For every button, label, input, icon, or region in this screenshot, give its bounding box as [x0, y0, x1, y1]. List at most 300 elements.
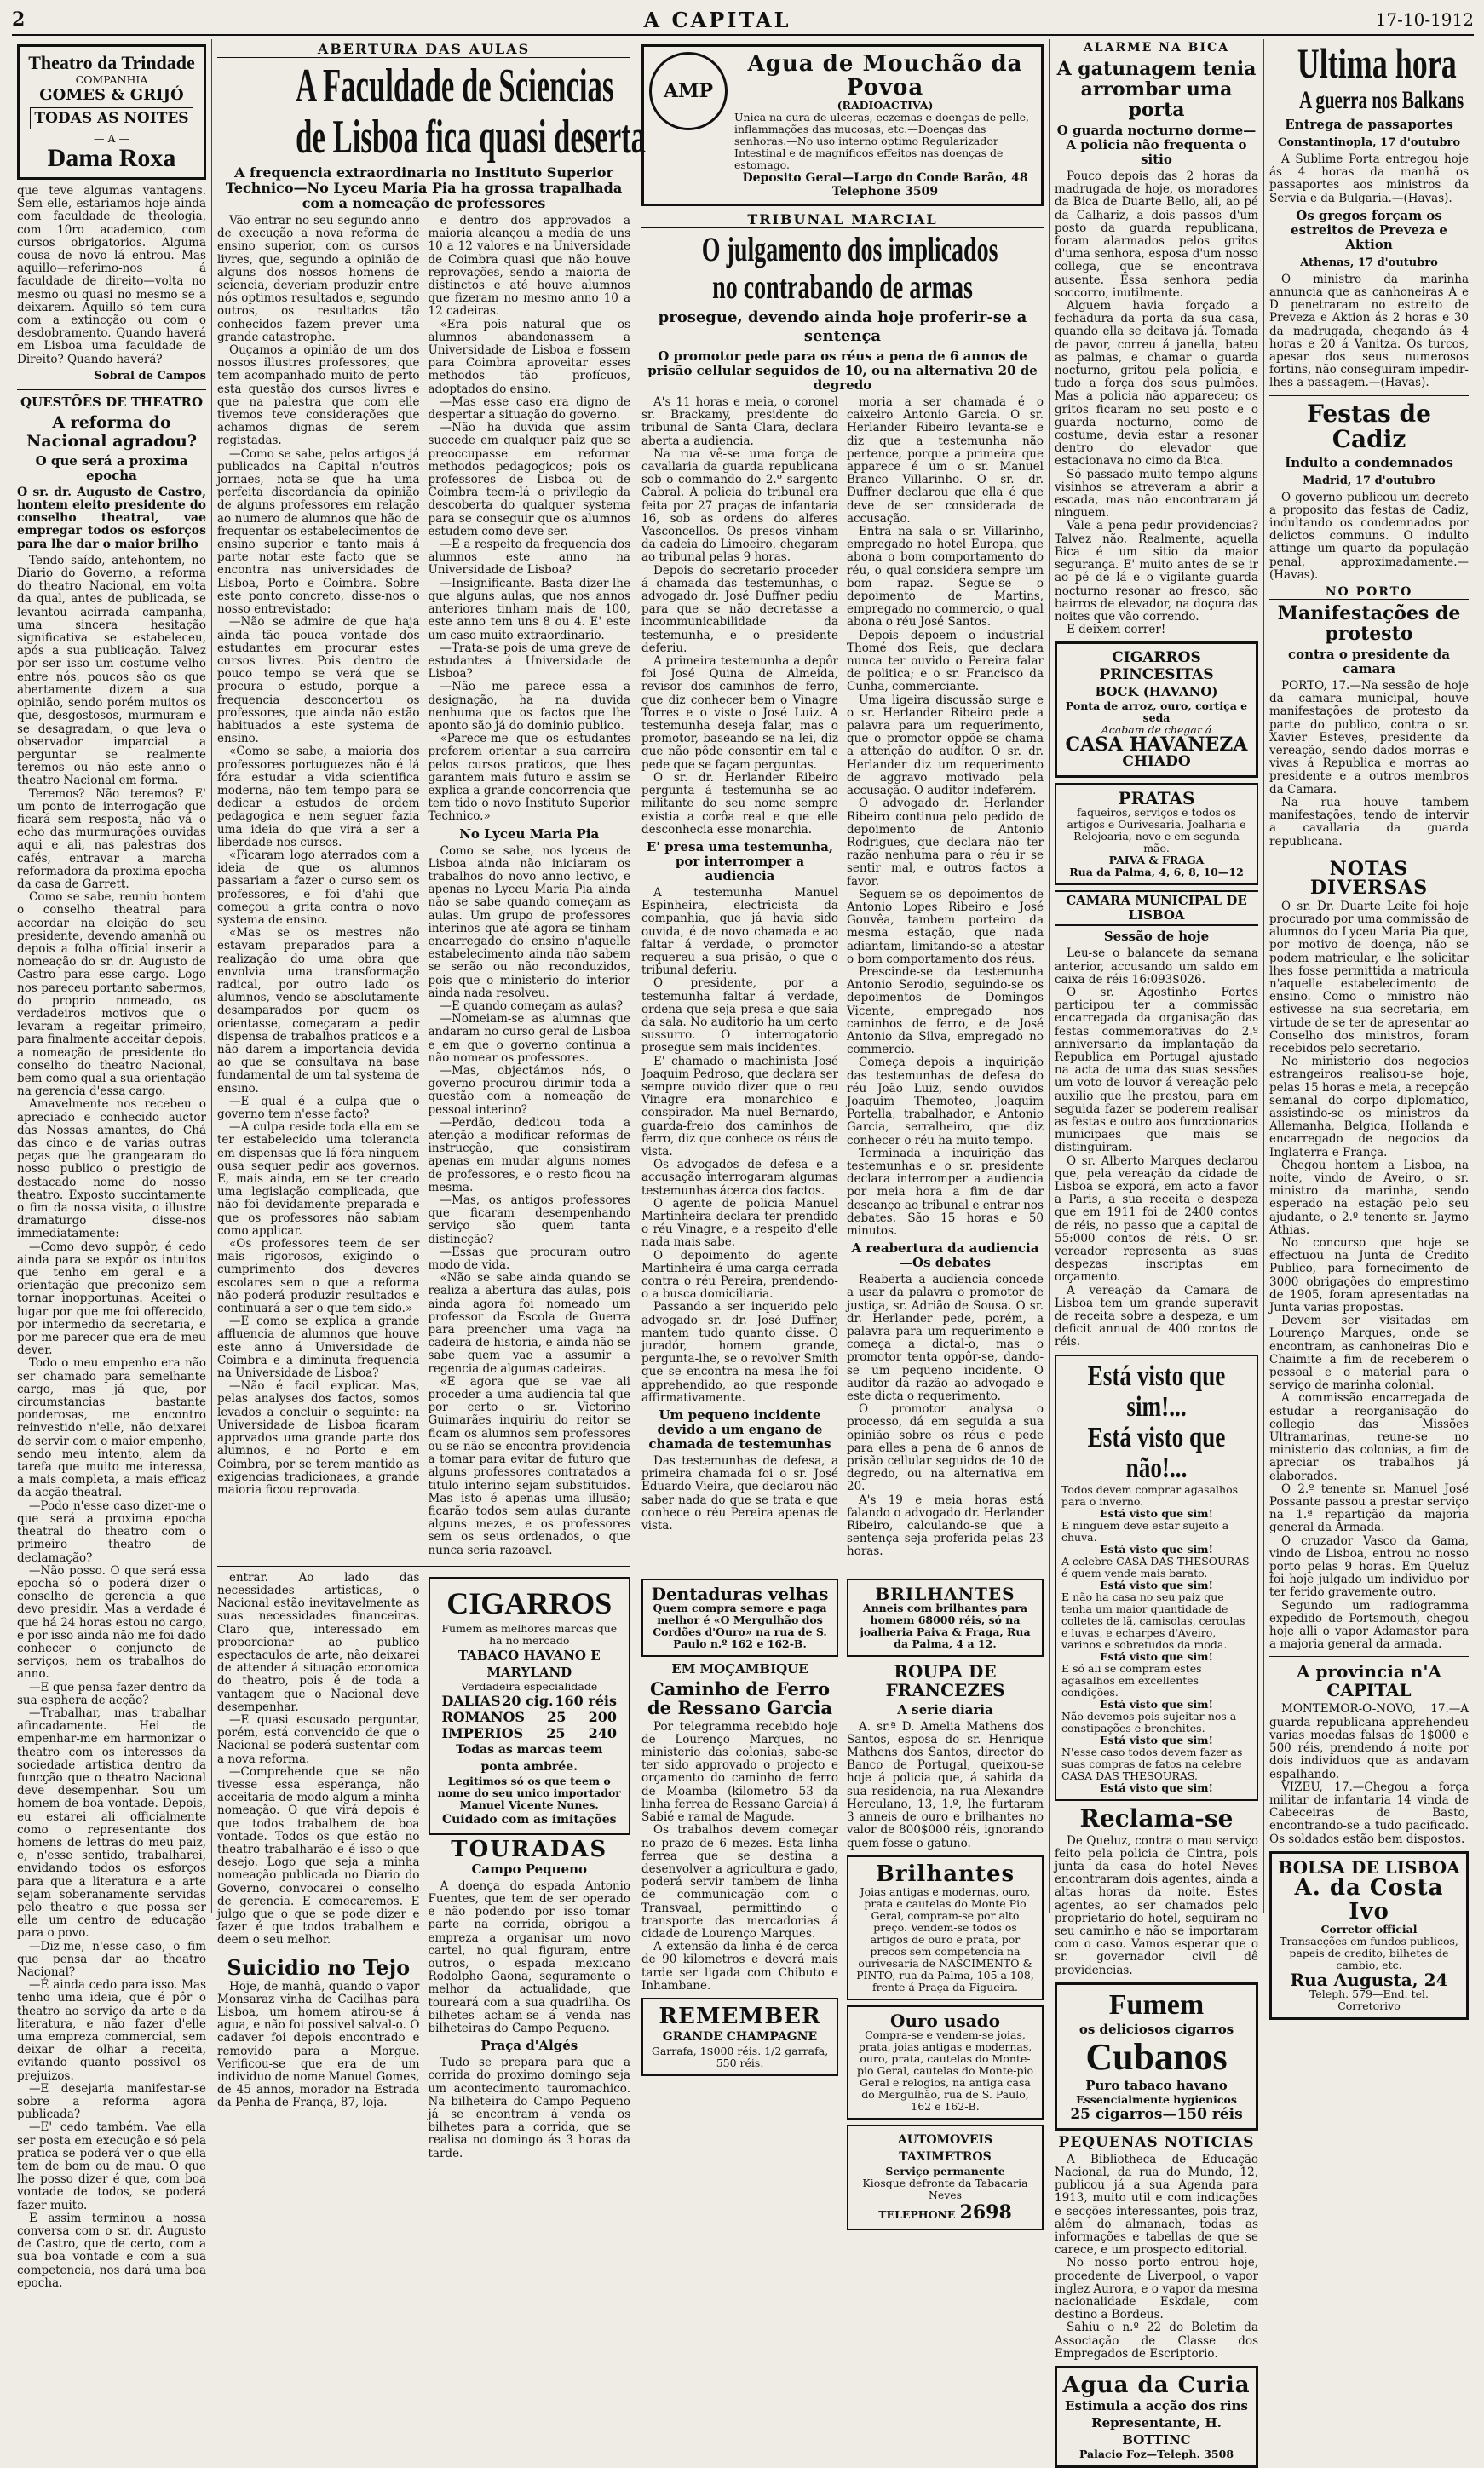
visto-ad-item: A celebre CASA DAS THESOURAS é quem vende mais barato.	[1061, 1554, 1250, 1579]
paragraph: —E a respeito da frequencia dos alumnos este anno na Universidade de Lisboa?	[428, 538, 630, 578]
paragraph: Reaberta a audiencia concede a usar da palavra o promotor de justiça, sr. Adrião de Sousa. O sr. dr. Herlander pede, porém, a palavra para um requerimento e começa a dictal-o, mas o promotor tenta oppôr-se, dando-se um pequeno incidente. O auditor dá razão ao advogado e este dicta o requerimento.	[847, 1273, 1044, 1404]
paragraph: VIZEU, 17.—Chegou a força militar de infantaria 14 vinda de Cabeceiras de Basto, encontrando-se a tudo pacificado. Os soldados estão bem dispostos.	[1269, 1780, 1469, 1846]
agua-curia-ad-addr: Palacio Foz—Teleph. 3508	[1078, 2448, 1234, 2461]
paragraph: Tendo saído, antehontem, no Diario do Governo, a reforma do theatro Nacional, em volta da qual, antes de publicada, se levantou acirrada campanha, uma sincera hesitação significativa se estabeleceu, após a sua publicação. Talvez por ser isso um costume velho entre nós, poucos são os que abertamente dizem a sua opinião, sendo porém muitos os que, desgostosos, murmuram e se desagradam, o que leva o observador imparcial a perguntar se realmente teremos ou não este anno o theatro Nacional em forma.	[17, 553, 206, 788]
paragraph: —A culpa reside toda ella em se ter estabelecido uma tolerancia em dispensas que lá fóra ninguem ousa sequer pedir aos governos. E, mais ainda, em se ter creado uma legislação complicada, que não foi devidamente preparada e que os professores não sabiam como applicar.	[217, 1120, 420, 1238]
price-value: 240	[588, 1724, 617, 1741]
visto-ad-item: Está visto que sim!	[1100, 1578, 1213, 1591]
paragraph: E assim terminou a nossa conversa com o sr. dr. Augusto de Castro, que de certo, com a sua boa vontade e com a sua competencia, nos dará uma boa epocha.	[17, 2211, 206, 2290]
notas-body	[1269, 900, 1469, 1652]
porto-sub: contra o presidente da camara	[1288, 647, 1450, 677]
paragraph: A Sublime Porta entregou hoje ás 4 horas da manhã os passaportes aos ministros da Servia e da Bulgaria.—(Havas).	[1269, 152, 1469, 205]
cadiz-body	[1269, 492, 1469, 582]
paragraph: Na rua houve tambem manifestações, tendo de intervir a cavallaria da guarda republicana.	[1269, 795, 1469, 849]
cigarros-ad-brand: TABACO HAVANO E MARYLAND	[457, 1647, 601, 1680]
paragraph: Alguem havia forçado a fechadura da porta da sua casa, quando ella se deitava já. Tomada de pavor, correu á janella, bateu as palmas, e chamar o guarda nocturno, gritou pela policia, e tudo a força dos seus pulmões. Mas a policia não appareceu; os gritos ficaram no seu posto e o guarda nocturno, como de costume, devia estar a resonar dentro do elevador que estacionava no cimo da Bica.	[1055, 299, 1258, 469]
agua-mouchao-ad	[641, 44, 1044, 206]
camara-section: CAMARA MUNICIPAL DE LISBOA	[1055, 890, 1258, 926]
paragraph: Vão entrar no seu segundo anno de execução a nova reforma de ensino superior, com os cursos livres, que, segundo a opinião de alguns dos nossos homens de sciencia, deveriam produzir entre nós optimos resultados e, segundo outros, os resultados tão conhecidos fazem prever uma grande catastrophe.	[217, 214, 420, 344]
visto-ad-item: Não devemos pois sujeitar-nos a constipações e bronchites.	[1061, 1709, 1237, 1735]
paragraph: Depois do secretario proceder á chamada das testemunhas, o advogado dr. José Duffner pediu para que se não decretasse a incommunicabilidade da testemunha, e o presidente deferiu.	[641, 563, 838, 655]
article-body-right	[847, 396, 1044, 1559]
paragraph: Começa depois a inquirição das testemunhas de defesa do réu João Luiz, sendo ouvidos Joaquim Themoteo, Joaquim Portella, trabalhador, e Antonio Garcia, serralheiro, que diz conhecer o réu ha muito tempo.	[847, 1056, 1044, 1148]
lead-article-text: que teve algumas vantagens. Sem elle, estariamos hoje ainda com faculdade de theologia, com 10ro academico, com cursos obrigatorios. Alguma cousa de novo lá entrou. Mas aquillo—referimo-nos á faculdade de direito—volta no mesmo ou quasi no mesmo se a deixarem. Aquillo só tem cura com a extincção ou com o desdobramento. Quando haverá em Lisboa uma faculdade de Direito? Quando haverá?	[17, 184, 206, 366]
paragraph: Amavelmente nos recebeu o apreciado e conhecido auctor das Nossas amantes, do Chá das cinco e de varias outras peças que lhe grangearam do nosso publico o prestigio de destacado nome do nosso theatro. Exposto succintamente o fim da nossa visita, o illustre dramaturgo disse-nos immediatamente:	[17, 1097, 206, 1241]
paragraph: —Não é facil explicar. Mas, pelas analyses dos factos, somos levados a concluir o seguinte: na Universidade de Lisboa ficaram apprvados uma grande parte dos alumnos, e no Porto e em Coimbra, por se terem mantido as exigencias tradicionaes, a grande maioria ficou reprovada.	[217, 1379, 420, 1497]
roupa-body	[847, 1721, 1044, 1850]
paragraph: «Os professores teem de ser mais rigorosos, exigindo o cumprimento dos deveres escolares sem o que a reforma não poderá produzir resultados e continuará a ser o que tem sido.»	[217, 1237, 420, 1316]
paragraph: Vale a pena pedir providencias? Talvez não. Realmente, aquella Bica é um sitio da maior segurança. E' muito antes de se ir ao pé de lá e o vigilante guarda nocturno resonar ao fresco, são bairros de elevador, na doçura das noites que vão correndo.	[1055, 519, 1258, 624]
paragraph: O depoimento do agente Martinheira é uma carga cerrada contra o réu Pereira, prendendo-o a busca domiciliaria.	[641, 1248, 838, 1302]
paragraph: A testemunha Manuel Espinheira, electricista da companhia, que já havia sido ouvida, é de novo chamada e ao faltar á verdade, o promotor requereu a sua prisão, o que o tribunal deferiu.	[641, 885, 838, 978]
porto-kicker: NO PORTO	[1269, 585, 1469, 600]
balkans-headline: A guerra nos Balkans	[1299, 86, 1464, 114]
bolsa-ad-role: Corretor official	[1320, 1922, 1418, 1936]
princesitas-ad-place: CHIADO	[1122, 753, 1191, 771]
paragraph: E' chamado o machinista José Joaquim Pedroso, que declara ser sempre ouvido dizer que o reu Vinagre era monarchico e conspirador. Ma nuel Bernardo, guarda-freio dos caminhos de ferro, diz que conhece os réus de vista.	[641, 1054, 838, 1159]
notas-headline: NOTAS DIVERSAS	[1309, 857, 1429, 899]
lower-section	[217, 1572, 630, 2164]
paragraph: —Mas esse caso era digno de despertar a situação do governo.	[428, 394, 630, 423]
paragraph: Só passado muito tempo alguns visinhos se atreveram a abrir a escada, mas não encontraram já ninguem.	[1055, 467, 1258, 521]
paragraph: —Nomeiam-se as alumnas que andaram no curso geral de Lisboa e em que o governo continua a não nomear os professores.	[428, 1012, 630, 1065]
passports-body	[1269, 153, 1469, 205]
article-body	[1055, 170, 1258, 636]
paragraph: —Não se admire de que haja ainda tão pouca vontade dos estudantes em procurar estes cursos livres. Pois dentro de pouco tempo se verá que se procura o estudo, porque a frequencia desconcertou os professores, que ainda não estão habituados a este systema de ensino.	[217, 615, 420, 746]
page-number: 2	[12, 9, 26, 31]
bolsa-ad-name: A. da Costa Ivo	[1294, 1874, 1444, 1924]
paragraph: A extensão da linha é de cerca de 90 kilometros e deverá mais tarde ser ligada com Chibuto e Inhambane.	[641, 1940, 838, 1993]
bolsa-ad-tel: Teleph. 579—End. tel. Corretorivo	[1309, 1987, 1429, 2012]
visto-ad-item: Está visto que sim!	[1100, 1733, 1213, 1746]
remember-ad-sub: GRANDE CHAMPAGNE	[662, 2029, 818, 2044]
roupa-headline: ROUPA DE FRANCEZES	[885, 1660, 1005, 1700]
camara-sub: Sessão de hoje	[1103, 929, 1210, 945]
remember-ad	[641, 1998, 838, 2076]
visto-ad-item: Está visto que sim!	[1100, 1542, 1213, 1556]
paragraph: Entra na sala o sr. Villarinho, empregado no hotel Europa, que abona o bom comportamento do réu, o qual considera sempre um bom rapaz. Segue-se o depoimento de Martins, empregado no commercio, o qual abona o réu José Santos.	[847, 525, 1044, 630]
cubanos-ad-brand: Cubanos	[1085, 2035, 1228, 2078]
pequenas-noticias-headline: PEQUENAS NOTICIAS	[1058, 2133, 1255, 2151]
kicker: TRIBUNAL MARCIAL	[641, 211, 1044, 228]
lower-right	[847, 1573, 1044, 2235]
brilhantes-2-ad	[847, 1855, 1044, 2000]
mozambique-body	[641, 1721, 838, 1993]
paragraph: —Diz-me, n'esse caso, o fim que pensa dar ao theatro Nacional?	[17, 1939, 206, 1979]
paragraph: —E' cedo também. Vae ella ser posta em execução e só pela pratica se poderá ver o que ella tem de bom ou de mau. O que lhe posso dizer é que, com boa vontade de todos, se poderá fazer muito.	[17, 2120, 206, 2212]
article-body	[17, 555, 206, 2290]
paragraph: —É ainda cedo para isso. Mas tenho uma ideia, que é pôr o theatro ao serviço da arte e da literatura, e não fazer d'elle uma empreza commercial, sem deixar de olhar a receita, evitando quanto possivel os prejuizos.	[17, 1978, 206, 2083]
paragraph: Sahiu o n.º 22 do Boletim da Associação de Classe dos Empregados de Escriptorio.	[1055, 2321, 1258, 2361]
issue-date: 17-10-1912	[1375, 9, 1474, 30]
paragraph: O sr. Agostinho Fortes participou ter a commissão encarregada da organisação das festas commemorativas do 2.º anniversario da implantação da Republica em Portugal ajustado na acta de uma das suas sessões um voto de louvor á vereação pelo auxilio que lhe prestou, para em seguida fazer se poderem realisar as festas e outro aos funccionarios municipaes que mais se distinguiram.	[1055, 985, 1258, 1155]
theatre-ad	[17, 44, 206, 180]
touradas-body-2	[429, 2057, 631, 2160]
masthead	[12, 5, 1474, 36]
pratas-ad-body: faqueiros, serviços e todos os artigos e Ourivesaria, Joalharia e Relojoaria, novo e em segunda mão.	[1067, 806, 1246, 855]
dentaduras-ad-title: Dentaduras velhas	[651, 1583, 829, 1604]
deck-2: O promotor pede para os réus a pena de 6 annos de prisão cellular seguidos de 10, ou na alternativa 20 de degredo	[647, 348, 1038, 393]
paragraph: —Trabalhar, mas trabalhar afincadamente. Hei de empenhar-me em harmonizar o theatro com os interesses da sociedade artistica dentro da funcção que o theatro Nacional deve desempenhar. Sou um homem de boa vontade. Depois, eu estarei ali officialmente como o representante dos homens de lettras do meu paiz, e, n'esse sentido, trabalharei, envidando todos os esforços para que a literatura e a arte sejam soberanamente servidas pelo theatro e que possa ser elle um centro de educação para o povo.	[17, 1706, 206, 1941]
paragraph: «Não se sabe ainda quando se realiza a abertura das aulas, pois ainda agora foi nomeado um professor da Escola de Guerra para preencher uma vaga na cadeira de historia, e ainda não se sabe quem vae a assumir a regencia de algumas cadeiras.	[428, 1271, 630, 1376]
paragraph: PORTO, 17.—Na sessão de hoje da camara municipal, houve manifestações de protesto da parte do publico, contra o sr. Xavier Esteves, presidente da vereação, sendo dados morras e vivas á Republica e morras ao presidente e a outros membros da Camara.	[1269, 679, 1469, 797]
cubanos-ad-title: Fumem	[1108, 1988, 1205, 2021]
paragraph: —Não ha duvida que assim succede em qualquer paiz que se preoccupasse em reformar methodos pedagogicos; pois os professores de Lisboa ou de Coimbra teem-lá o privilegio da descoberta do qualquer systema para se conseguir que os alumnos estudem como deve ser.	[428, 421, 630, 538]
paragraph: Leu-se o balancete da semana anterior, accusando um saldo em caixa de réis 16:093$026.	[1055, 946, 1258, 987]
dentaduras-ad-body: Quem compra semore e paga melhor é «O Mergulhão dos Cordões d'Ouro» na rua de S. Paulo n.º 162 e 162-B.	[653, 1601, 827, 1650]
divider	[17, 388, 206, 390]
price-name: DALIAS	[441, 1692, 501, 1709]
paragraph: —E quando começam as aulas?	[440, 998, 624, 1013]
paragraph: Os trabalhos devem começar no prazo de 6 mezes. Esta linha ferrea que se destina a desenvolver a agricultura e gado, poderá servir tambem de linha de communicação com o Transvaal, permittindo o transporte das mercadorias á cidade de Lourenço Marques.	[641, 1823, 838, 1941]
agua-ad-content	[734, 52, 1036, 198]
column-1	[12, 39, 212, 2290]
visto-ad-item: Está visto que sim!	[1100, 1697, 1213, 1711]
article-body-right	[429, 215, 631, 1557]
provincia-body	[1269, 1703, 1469, 1845]
paragraph: Hoje, de manhã, quando o vapor Monsaraz vinha de Cacilhas para Lisboa, um homem atirou-se á agua, e não foi possivel salval-o. O cadaver foi depois encontrado e removido para a Morgue. Verificou-se que era de um individuo de nome Manuel Gomes, de 45 annos, morador na Estrada da Penha de França, 87, loja.	[217, 1979, 420, 2110]
paragraph: A's 11 horas e meia, o coronel sr. Brackamy, presidente do tribunal de Santa Clara, declara aberta a audiencia.	[641, 395, 838, 448]
paragraph: O promotor analysa o processo, dá em seguida a sua opinião sobre os réus e pede para elles a pena de 6 annos de prisão cellular seguidos de 10 de degredo, ou na alternativa em 20.	[847, 1402, 1044, 1494]
paragraph: «Mas se os mestres não estavam preparados para a realização do uma obra que envolvia uma transformação radical, por outro lado os alumnos, vendo-se absolutamente desamparados por quem os orientasse, começaram a pedir dispensa de trabalhos praticos e a não darem a importancia devida ao que se consultava na base fundamental de um tal systema de ensino.	[217, 926, 420, 1096]
deck: O guarda nocturno dorme—A policia não frequenta o sitio	[1056, 123, 1257, 167]
paragraph: Passando a ser inquerido pelo advogado sr. dr. José Duffner, mantem tudo quanto disse. O juradór, homem grande, pergunta-lhe, se o revolver Smith que se encontra na mesa lhe foi apprehendido, ao que responde affirmativamente.	[641, 1300, 838, 1405]
theatre-ad-play: Dama Roxa	[47, 144, 176, 172]
paragraph: Na rua vê-se uma força de cavallaria da guarda republicana sob o commando do 2.º sargento Cabral. A policia do tribunal era feita por 27 praças de infantaria 16, sob as ordens do alferes Vasconcellos. Os presos vinham da cadeia do Limoeiro, chegaram ao tribunal pelas 9 horas.	[641, 446, 838, 565]
price-value: 160 réis	[555, 1692, 617, 1709]
touradas-headline: TOURADAS	[451, 1836, 608, 1862]
automoveis-ad-sub: Serviço permanente	[885, 2164, 1005, 2177]
visto-ad-item: Todos devem comprar agasalhos para o inverno.	[1061, 1482, 1239, 1508]
dateline: Athenas, 17 d'outubro	[1300, 256, 1438, 269]
greeks-body	[1269, 273, 1469, 390]
columns	[12, 39, 1474, 2461]
brilhantes-2-ad-body: Joias antigas e modernas, ouro, prata e cautelas do Monte Pio Geral, compram-se por alto preço. Vendem-se todos os artigos de ouro e prata, por precos sem competencia na ourivesaria de NASCIMENTO & PINTO, rua da Palma, 105 a 108, frente á Praça da Figueira.	[856, 1884, 1034, 1993]
paragraph: entrar. Ao lado das necessidades artisticas, o Nacional estão inevitavelmente as suas necessidades financeiras. Claro que, interessado em proporcionar ao publico espectaculos de arte, não deixarei de attender á situação economica do theatro, pois é de toda a vantagem que o Nacional deve desempenhar.	[217, 1570, 420, 1714]
paragraph: Como se sabe, nos lyceus de Lisboa ainda não iniciaram os trabalhos do novo anno lectivo, e apenas no Lyceu Maria Pia ainda não se sabe quando começam as aulas. Um grupo de professores interinos que até agora se tinham encarregado do ensino n'aquelle estabelecimento ainda não sabem se serão ou não reconduzidos, pois que o ministerio do interior ainda nada resolveu.	[428, 843, 630, 1000]
princesitas-ad-title: CIGARROS PRINCESITAS	[1099, 649, 1214, 684]
deck: A frequencia extraordinaria no Instituto Superior Technico—No Lyceu Maria Pia ha grossa trapalhada com a nomeação de professores	[225, 164, 623, 211]
reclama-body	[1055, 1835, 1258, 1977]
agua-curia-ad	[1055, 2366, 1258, 2468]
subhead-arrest: E' presa uma testemunha, por interromper a audiencia	[646, 838, 834, 883]
cigarros-ad-title: CIGARROS	[446, 1585, 613, 1620]
cadiz-sub: Indulto a condemnados	[1285, 454, 1453, 470]
subhead: O que será a proxima epocha	[35, 452, 188, 483]
visto-ad-line-1: Está visto que sim!...	[1087, 1360, 1226, 1423]
ouro-ad-title: Ouro usado	[890, 2010, 1000, 2031]
headline: A gatunagem tenia arrombar uma porta	[1056, 58, 1257, 121]
cigarros-ad-legit: Legitimos só os que teem o nome do seu unico importador Manuel Vicente Nunes.	[437, 1774, 621, 1811]
lower-right	[429, 1572, 631, 2164]
touradas-place: Praça d'Algés	[480, 2038, 578, 2054]
paragraph: —E que pensa fazer dentro da sua esphera de acção?	[17, 1680, 206, 1707]
passports-sub: Entrega de passaportes	[1285, 117, 1453, 132]
cubanos-ad-note-2: Essencialmente hygienicos	[1076, 2092, 1237, 2106]
roupa-sub: A serie diaria	[897, 1701, 993, 1717]
pratas-ad	[1055, 783, 1258, 885]
cubanos-ad-note: Puro tabaco havano	[1085, 2077, 1228, 2093]
reclama-headline: Reclama-se	[1079, 1804, 1234, 1832]
paragraph: Seguem-se os depoimentos de Antonio Lopes Ribeiro e José Gouvêa, tambem porteiro da mesma estação, que nada adiantam, limitando-se a atestar o bom comportamento dos réus.	[847, 887, 1044, 966]
paragraph: O advogado dr. Herlander Ribeiro continua pelo pedido de depoimento de Antonio Rodrigues, que declara não ter razão nenhuma para o réu ir se sentir mal, e outros factos a favor.	[847, 797, 1044, 889]
paragraph: Por telegramma recebido hoje de Lourenço Marques, no ministerio das colonias, sabe-se ter sido approvado o projecto e orçamento do caminho de ferro de Moamba (kilometro 53 da linha ferrea de Ressano Garcia) á Sabié e ramal de Magude.	[641, 1719, 838, 1825]
subhead-debates: A reabertura da audiencia—Os debates	[851, 1240, 1039, 1271]
cigarros-ad	[429, 1577, 631, 1835]
visto-ad-item: E só ali se compram estes agasalhos em excellentes condições.	[1061, 1661, 1202, 1699]
agua-ad-title: Agua de Mouchão da Povoa	[747, 51, 1023, 101]
price-row	[435, 1693, 624, 1709]
cubanos-ad	[1055, 1982, 1258, 2131]
paragraph: Terminada a inquirição das testemunhas e o sr. presidente declara interromper a audiencia por meia hora a fim de dar descanço ao tribunal e entrar nos debates. São 15 horas e 50 minutos.	[847, 1146, 1044, 1238]
article-body-left	[217, 215, 420, 1557]
lower-left	[217, 1572, 420, 2164]
ultima-hora-headline: Ultima hora	[1297, 39, 1457, 87]
automoveis-ad-phone-line	[854, 2201, 1037, 2224]
lower-ads	[641, 1573, 1044, 2235]
automoveis-ad-phone-label: TELEPHONE	[878, 2207, 956, 2221]
paragraph: A commissão encarregada de estudar a reorganisação do collegio das Missões Ultramarinas, reune-se no ministerio das colonias, a fim de apreciar os trabalhos já elaborados.	[1269, 1391, 1469, 1483]
price-qty: 20 cig.	[502, 1692, 554, 1709]
automoveis-ad-title: AUTOMOVEIS TAXIMETROS	[897, 2132, 993, 2164]
article-continuation	[217, 1572, 420, 1947]
paragraph: —Não me parece essa a designação, ha na duvida nenhuma que os factos que lhe aponto são já do dominio publico.	[428, 680, 630, 733]
theatre-ad-company: GOMES & GRIJÓ	[39, 86, 184, 104]
casa-thesouras-ad	[1055, 1355, 1258, 1801]
newspaper-page	[12, 5, 1474, 2461]
column-3	[636, 39, 1050, 2224]
subhead-incident: Um pequeno incidente devido a um engano de chamada de testemunhas	[648, 1407, 831, 1453]
touradas-body	[429, 1880, 631, 2035]
paragraph: O sr. Dr. Duarte Leite foi hoje procurado por uma commissão de alumnos do Lyceu Maria Pia que, por motivo de doença, não se podem matricular, e lhe solicitar lhes fosse permittida a matricula n'aquelle estabelecimento de ensino. Como o ministro não estivesse na sua secretaria, em virtude de se ter de apresentar ao Conselho dos ministros, foram recebidos pelo secretario.	[1269, 899, 1469, 1056]
paragraph: O cruzador Vasco da Gama, vindo de Lisboa, entrou no nosso porto pelas 9 horas. Em Queluz foi hoje julgado um individuo por ter ferido gravemente outro.	[1269, 1533, 1469, 1600]
paragraph: —Perdão, dedicou toda a atenção a modificar reformas de instrucção, que consistiram apenas em mudar alguns nomes de professores, e o resto ficou na mesma.	[428, 1115, 630, 1194]
paragraph: O sr. Alberto Marques declarou que, pela vereação da cidade de Lisboa se exporá, em acto a favor a Paris, a sua receita e despeza que em 1911 foi de 2400 contos de réis, no passo que a capital de 55:000 contos de réis. O sr. vereador representa as suas despezas inscriptas em orçamento.	[1055, 1153, 1258, 1285]
headline-line-1: A Faculdade de Sciencias	[296, 60, 614, 112]
paragraph: O presidente, por a testemunha faltar á verdade, ordena que seja presa e que saia da sala. No auditorio ha um certo sussurro. O interrogatorio prosegue sem mais incidentes.	[641, 976, 838, 1056]
price-row	[435, 1725, 624, 1741]
paragraph: —Como devo suppôr, é cedo ainda para se expôr os intuitos que tenho em geral e a orientação que preconizo sem tornar inopportunas. Aceitei o lugar por que me foi offerecido, por intermedio da secretaria, e por me parecer que era de meu dever.	[17, 1240, 206, 1358]
section-label: QUESTÕES DE THEATRO	[20, 394, 204, 410]
paragraph: Segundo um radiogramma expedido de Portsmouth, chegou hoje alli o vapor Adamastor para a majoria general da armada.	[1269, 1598, 1469, 1652]
subhead-lyceu: No Lyceu Maria Pia	[459, 826, 600, 842]
pequenas-noticias-body	[1055, 2154, 1258, 2361]
cigarros-ad-sub2: Verdadeira especialidade	[461, 1679, 598, 1693]
paragraph: —E qual é a culpa que o governo tem n'esse facto?	[217, 1094, 420, 1122]
visto-ad-item: E ninguem deve estar sujeito a chuva.	[1061, 1518, 1229, 1544]
suicide-headline: Suicidio no Tejo	[227, 1954, 411, 1980]
paragraph: —Mas, os antigos professores que ficaram desempenhando serviço são quem tanta distincção?	[428, 1194, 630, 1246]
visto-ad-line-2: Está visto que não!...	[1087, 1421, 1226, 1484]
camara-body	[1055, 947, 1258, 1349]
theatre-ad-a: — A —	[94, 132, 129, 145]
divider	[217, 1566, 630, 1567]
paragraph: O 2.º tenente sr. Manuel José Possante passou a prestar serviço na 1.ª repartição da majoria general da Armada.	[1269, 1481, 1469, 1535]
paragraph: —E como se explica a grande affluencia de alumnos que houve este anno á Universidade de Coimbra e a diminuta frequencia na Universidade de Lisboa?	[217, 1315, 420, 1381]
pratas-ad-addr: Rua da Palma, 4, 6, 8, 10—12	[1069, 866, 1244, 879]
paragraph: No concurso que hoje se effectuou na Junta de Credito Publico, para fornecimento de 3000 obrigações do emprestimo de 1905, foram apresentadas na Junta varias propostas.	[1269, 1235, 1469, 1315]
seal-icon: AMP	[649, 52, 728, 130]
remember-ad-body: Garrafa, 1$000 réis. 1/2 garrafa, 550 réis.	[651, 2044, 829, 2069]
article-columns	[641, 396, 1044, 1562]
paragraph: Pouco depois das 2 horas da madrugada de hoje, os moradores da Bica de Duarte Bello, ali, ao pé da Calhariz, a dois passos d'um posto da guarda republicana, foram alarmados pelos gritos d'uma senhora, esposa d'um nosso collega, que se encontrava ausente. Essa senhora pedia soccorro, inutilmente.	[1055, 170, 1258, 300]
paragraph: Tudo se prepara para que a corrida do proximo domingo seja um acontecimento tauromachico. Na bilheteira do Campo Pequeno já se encontram á venda os bilhetes para a corrida, que se realisa no domingo ás 3 horas da tarde.	[428, 2056, 630, 2160]
remember-ad-title: REMEMBER	[659, 2003, 821, 2029]
brilhantes-ad-body: Anneis com brilhantes para homem 68000 réis, só na joalheria Paiva & Fraga, Rua da Palma, 4 a 12.	[860, 1601, 1031, 1650]
deck: prosegue, devendo ainda hoje proferir-se a sentença	[658, 308, 1027, 345]
visto-ad-item: Está visto que sim!	[1100, 1781, 1213, 1794]
agua-ad-body: Unica na cura de ulceras, eczemas e doenças de pelle, inflammações das mucosas, etc.—Doenças das senhoras.—No uso interno optimo Regularizador Intestinal e de magnificos effeitos nas doenças de estomago.	[734, 111, 1029, 171]
agua-ad-depot: Deposito Geral—Largo do Conde Barão, 48	[742, 171, 1028, 185]
paragraph: De Queluz, contra o mau serviço feito pela policia de Cintra, pois junta da casa do hotel Neves encontraram dois agentes, ainda a altas horas da noite. Estes agentes, ao ser chamados pelo proprietario do hotel, seguiram no seu caminho e não se importaram com o caso. Vamos esperar que o sr. governador civil dê providencias.	[1055, 1833, 1258, 1977]
theatre-ad-nightly: TODAS AS NOITES	[30, 107, 193, 129]
porto-headline: Manifestações de protesto	[1277, 602, 1461, 646]
paragraph: MONTEMOR-O-NOVO, 17.—A guarda republicana apprehendeu varias moedas falsas de 1$000 e 500 réis, prendendo á noite por dois individuos que as andavam espalhando.	[1269, 1702, 1469, 1781]
paragraph: A. sr.ª D. Amelia Mathens dos Santos, esposa do sr. Henrique Mathens dos Santos, director do Banco de Portugal, queixou-se hoje á policia que, á sahida da sua residencia, na rua Alexandre Herculano, 13, 1.º, lhe furtaram 3 anneis de ouro e brilhantes no valor de 800$000 réis, ignorando quem fosse o gatuno.	[847, 1719, 1044, 1850]
bolsa-ad	[1269, 1851, 1469, 2020]
provincia-headline: A provincia n'A CAPITAL	[1297, 1661, 1441, 1701]
cigarros-ad-sub: Fumem as melhores marcas que ha no mercado	[441, 1621, 618, 1647]
touradas-sub: Campo Pequeno	[471, 1861, 587, 1877]
paragraph: A doença do espada Antonio Fuentes, que tem de ser operado e não podendo por isso tomar parte na corrida, obrigou a empreza a organisar um novo cartel, no qual figuram, entre outros, o espada mexicano Rodolpho Gaona, seguramente o melhor da actualidade, que toureará com a sua quadrilha. Os bilhetes acham-se á venda nas bilheteiras do Campo Pequeno.	[428, 1878, 630, 2035]
paragraph: A primeira testemunha a depôr foi José Quina de Almeida, revisor dos caminhos de ferro, que diz conhecer bem o Vinagre Torres e o viste o José Luiz. A testemunha deseja falar, mas o promotor, baseando-se na lei, diz que não pôde consentir em tal e pede que se façam perguntas.	[641, 654, 838, 772]
theatre-ad-company-label: COMPANHIA	[75, 73, 148, 86]
visto-ad-item: Está visto que sim!	[1100, 1649, 1213, 1663]
paragraph: Chegou hontem a Lisboa, na noite, vindo de Aveiro, o sr. ministro da marinha, sendo esperado na estação pelo seu ajudante, o 2.º tenente sr. Jaymo Athias.	[1269, 1158, 1469, 1237]
article-body-left	[641, 396, 838, 1559]
price-value: 200	[588, 1708, 617, 1725]
deck: O sr. dr. Augusto de Castro, hontem eleito presidente do conselho theatral, vae empregar todos os esforços para lhe dar o maior brilho	[17, 485, 206, 551]
princesitas-ad-shop: CASA HAVANEZA	[1065, 733, 1248, 757]
cadiz-headline: Festas de Cadiz	[1307, 399, 1431, 453]
lead-article-signature: Sobral de Campos	[94, 369, 206, 383]
paragraph: O agente de policia Manuel Martinheira declara ter prendido o réu Vinagre, e a respeito d'elle nada mais sabe.	[641, 1196, 838, 1250]
paragraph: —Não posso. O que será essa epocha só o poderá dizer o conselho de gerencia a que devo presidir. Mas a verdade é que há 24 horas estou no cargo, e por isso ainda não me foi dado conhecer o conjuncto de serviços, nem os trabalhos do anno.	[17, 1563, 206, 1682]
dateline: Madrid, 17 d'outubro	[1303, 474, 1435, 487]
paragraph: —Mas, objectámos nós, o governo procurou dirimir toda a questão com a nomeação de pessoal interino?	[428, 1064, 630, 1117]
pratas-ad-firm: PAIVA & FRAGA	[1108, 854, 1205, 867]
paragraph: Todo o meu empenho era não ser chamado para semelhante cargo, mas já que, por circumstancias bastante ponderosas, me encontro reinvestido n'elle, não deixarei de servir com o maior empenho, sendo meu intento, alem da tarefa que muito me interessa, a mais completa, a mais efficaz da acção theatral.	[17, 1356, 206, 1500]
newspaper-name: A CAPITAL	[643, 7, 791, 32]
visto-ad-item: N'esse caso todos devem fazer as suas compras de fatos na celebre CASA DAS THESOURAS.	[1061, 1745, 1243, 1782]
paragraph: —Essas que procuram outro modo de vida.	[428, 1245, 630, 1273]
princesitas-ad-note: Acabam de chegar á	[1101, 723, 1212, 737]
paragraph: «Ficaram logo aterrados com a ideia de que os alumnos passariam a fazer o curso sem os professores, e foi d'ahi que começou a grita contra o novo systema de ensino.	[217, 848, 420, 927]
dateline: Constantinopla, 17 d'outubro	[1277, 136, 1461, 149]
paragraph: Ouçamos a opinião de um dos nossos illustres professores, que tem acompanhado muito de perto esta questão dos cursos livres e que na palestra que com elle tivemos teve considerações que achamos dignas de serem registadas.	[217, 343, 420, 448]
paragraph: «Como se sabe, a maioria dos professores portuguezes não é lá fóra estudar a vida scientifica moderna, não tem tempo para se dedicar a estudos de ordem pedagogica e nem seguer fazia uma ideia do que virá a ser a liberdade nos cursos.	[217, 745, 420, 849]
price-name: IMPERIOS	[441, 1724, 524, 1741]
suicide-body	[217, 1981, 420, 2110]
paragraph: —Como se sabe, pelos artigos já publicados na Capital n'outros jornaes, nota-se que ha uma perfeita discordancia da opinião de alguns professores em relação ao numero de alumnos que hão de frequentar os estabelecimentos de ensino superior e tanto mais á parte notar este facto que se encontra nas universidades de Lisboa, Porto e Coimbra. Sobre este ponto concreto, disse-nos o nosso entrevistado:	[217, 446, 420, 617]
paragraph: —Podo n'esse caso dizer-me o que será a proxima epocha theatral do theatro com o primeiro theatro de declamação?	[17, 1499, 206, 1565]
paragraph: —E desejaria manifestar-se sobre a reforma agora publicada?	[17, 2081, 206, 2122]
paragraph: «Era pois natural que os alumnos abandonassem a Universidade de Lisboa e fossem para Coimbra aproveitar esses methodos tão profícuos, adoptados do ensino.	[428, 317, 630, 396]
mozambique-headline: Caminho de Ferro de Ressano Garcia	[647, 1677, 832, 1718]
princesitas-ad-sub: BOCK (HAVANO)	[1095, 684, 1218, 700]
paragraph: O sr. dr. Herlander Ribeiro pergunta á testemunha se ao militante do seu nome sempre existia a corôa real e que elle desconhecia esse monarchia.	[641, 770, 838, 837]
paragraph: No ministerio dos negocios estrangeiros realisou-se hoje, pelas 15 horas e meia, a recepção semanal do corpo diplomatico, assistindo-se os ministros da Allemanha, Belgica, Hollanda e encarregado de negocios da Inglaterra e França.	[1269, 1055, 1469, 1159]
visto-ad-item: Está visto que sim!	[1100, 1506, 1213, 1520]
headline: A reforma do Nacional agradou?	[26, 412, 197, 451]
paragraph: Devem ser visitadas em Lourenço Marques, onde se encontram, as canhoneiras Dio e Chaimite a fim de receberem o pessoal e o material para o serviço de marinha colonial.	[1269, 1314, 1469, 1393]
bolsa-ad-title: BOLSA DE LISBOA	[1278, 1856, 1460, 1878]
price-name: ROMANOS	[441, 1708, 525, 1725]
princesitas-ad	[1055, 641, 1258, 778]
paragraph: «E agora que se vae ali proceder a uma audiencia tal que por certo o sr. Victorino Guimarães inquiriu do reitor se ficam os alumnos sem professores ou se não se encontra providencia a tomar para evitar de futuro que alguns professores contratados a titulo interino sejam substituidos. Mas isto é apenas uma illusão; ficarão todos sem aulas durante alguns mezes, e os professores sem os seus ordenados, o que nunca seria razoavel.	[428, 1374, 630, 1557]
paragraph: Prescinde-se da testemunha Antonio Serodio, seguindo-se os depoimentos de Domingos Vicente, empregado nos caminhos de ferro, e de José Antonio da Silva, empregado no commercio.	[847, 964, 1044, 1057]
cigarros-ad-note: Todas as marcas teem ponta ambrée.	[456, 1742, 603, 1774]
column-4	[1050, 39, 1264, 2461]
divider	[1269, 1656, 1469, 1657]
ouro-ad-body: Compra-se e vendem-se joias, prata, joias antigas e modernas, ouro, prata, cautelas do Monte-pio Geral, cautelas do Monte-pio Geral e relogios, na antiga casa do Mergulhão, rua de S. Paulo, 162 e 162-B.	[856, 2028, 1034, 2113]
paragraph: Uma ligeira discussão surge e o sr. Herlander Ribeiro pede a palavra para um requerimento, que o promotor oppõe-se chama a attenção do auditor. O sr. dr. Herlander diz um requerimento de aggravo motivado pela accusação. O auditor indeferem.	[847, 693, 1044, 798]
paragraph: «Parece-me que os estudantes preferem orientar a sua carreira pelos cursos praticos, que lhes garantem mais futuro e assim se explica a grande concorrencia que tem tido o novo Instituto Superior Technico.»	[428, 732, 630, 824]
lower-left	[641, 1573, 838, 2235]
headline-line-2: no contrabando de armas	[712, 268, 973, 306]
paragraph: —Insignificante. Basta dizer-lhe que alguns aulas, que nos annos anteriores tinham mais de 100, este anno tem uns 8 ou 4. E' este um caso muito extraordinario.	[428, 576, 630, 642]
kicker: ABERTURA DAS AULAS	[217, 41, 630, 58]
brilhantes-2-ad-title: Brilhantes	[875, 1861, 1015, 1887]
automoveis-ad-body: Kiosque defronte da Tabacaria Neves	[862, 2176, 1028, 2201]
cigarros-ad-warn: Cuidado com as imitações	[441, 1812, 617, 1827]
paragraph: Teremos? Não teremos? E' um ponto de interrogação que ficará sem resposta, não vá o echo das murmurações ouvidas aqui e ali, nas palestras dos cafés, entravar a marcha reformadora da proxima epocha da casa de Garrett.	[17, 786, 206, 891]
pratas-ad-title: PRATAS	[1118, 788, 1195, 809]
dentaduras-ad	[641, 1579, 838, 1657]
agua-curia-ad-rep: Representante, H. BOTTINC	[1091, 2415, 1222, 2448]
divider	[1269, 395, 1469, 396]
section-label: EM MOÇAMBIQUE	[671, 1660, 808, 1677]
bolsa-ad-addr: Rua Augusta, 24	[1290, 1969, 1448, 1990]
paragraph: O ministro da marinha annuncia que as canhoneiras A e D penetraram no estreito de Preveza e Aktion ás 2 horas e 30 da madrugada, chegando ás 4 horas e 20 á Vanitza. Os turcos, apesar dos seus numerosos fortins, não conseguiram impedir-lhes a passagem.—(Havas).	[1269, 272, 1469, 390]
paragraph: Como se sabe, reuniu hontem o conselho theatral para accordar na eleição do seu presidente, devendo amanhã ou depois a folha official inserir a nomeação do sr. dr. Augusto de Castro para esse cargo. Logo nos pareceu portanto sabermos, do proprio nomeado, os verdadeiros motivos que o levaram a regeitar primeiro, para finalmente acceitar depois, a nomeação de presidente do conselho do theatro Nacional, bem como qual a sua orientação na gerencia d'essa cargo.	[17, 890, 206, 1099]
paragraph: —Comprehende que se não tivesse essa esperança, não acceitaria de modo algum a minha nomeação. O que virá depois é que todos trabalhem de boa vontade. Todos os que estão no theatro trabalharão e é isso o que desejo. Logo que seja a minha nomeação publicada no Diario do Governo, convocarei o conselho de gerencia. E começaremos. E julgo que o que se pode dizer e fazer é que todos trabalhem e deem o seu melhor.	[217, 1764, 420, 1947]
price-qty: 25	[546, 1724, 566, 1741]
agua-ad-sub: (RADIOACTIVA)	[837, 99, 934, 112]
automoveis-ad-phone: 2698	[959, 2200, 1012, 2224]
paragraph: —Trata-se pois de uma greve de estudantes á Universidade de Lisboa?	[428, 641, 630, 682]
column-2	[212, 39, 647, 2160]
greeks-sub: Os gregos forçam os estreitos de Preveza e Aktion	[1291, 207, 1447, 252]
headline-line-2: de Lisboa fica quasi deserta	[296, 111, 647, 164]
price-row	[435, 1709, 624, 1725]
princesitas-ad-body: Ponta de arroz, ouro, cortiça e seda	[1065, 699, 1248, 725]
automoveis-ad	[847, 2125, 1044, 2230]
paragraph: Os advogados de defesa e a accusação interrogaram algumas testemunhas ácerca dos factos.	[641, 1158, 838, 1198]
paragraph: A vereação da Camara de Lisboa tem um grande superavit de receita sobre a despeza, e um deficit annual de 400 contos de réis.	[1055, 1283, 1258, 1349]
paragraph: —E quasi escusado perguntar, porém, está convencido de que o Nacional se poderá sustentar com a nova reforma.	[217, 1712, 420, 1766]
paragraph: A Bibliotheca de Educação Nacional, da rua do Mundo, 12, publicou já a sua Agenda para 1913, muito util e com indicações e secções interessantes, pois traz, além do almanach, todas as informações e tabellas de que se carece, e um prospecto editorial.	[1055, 2152, 1258, 2258]
brilhantes-ad-title: BRILHANTES	[875, 1583, 1015, 1604]
agua-curia-ad-title: Agua da Curia	[1062, 2373, 1251, 2399]
paragraph: O governo publicou um decreto a proposito das festas de Cadiz, indultando os condemnados por delictos communs. O indulto attinge um quarto da população penal, approximadamente.—(Havas).	[1269, 490, 1469, 582]
paragraph: A's 19 e meia horas está falando o advogado dr. Herlander Ribeiro, calculando-se que a sentença seja proferida pelas 23 horas.	[847, 1493, 1044, 1559]
agua-ad-phone: Telephone 3509	[831, 185, 939, 198]
theatre-ad-title: Theatro da Trindade	[28, 52, 195, 73]
porto-body	[1269, 680, 1469, 849]
cubanos-ad-price: 25 cigarros—150 réis	[1070, 2105, 1243, 2123]
paragraph: Depois depoem o industrial Thomé dos Reis, que declara nunca ter ouvido o Pereira falar de politica; e o sr. Francisco da Cunha, commerciante.	[847, 628, 1044, 694]
cubanos-ad-sub: os deliciosos cigarros	[1078, 2021, 1234, 2037]
ouro-ad	[847, 2005, 1044, 2120]
column-5	[1264, 39, 1474, 2012]
price-qty: 25	[547, 1708, 567, 1725]
headline-line-1: O julgamento dos implicados	[701, 230, 998, 268]
paragraph: moria a ser chamada é o caixeiro Antonio Garcia. O sr. Herlander Ribeiro levanta-se e diz que a testemunha não pertence, porque a primeira que apparece é um o sr. Manuel Branco Villarinho. O sr. dr. Duffner declarou que ella é que deve de ser considerada de accusação.	[847, 395, 1044, 526]
paragraph: Das testemunhas de defesa, a primeira chamada foi o sr. José Eduardo Vieira, que declarou não saber nada do que se trata e que conhece o réu Pereira apenas de vista.	[641, 1454, 838, 1533]
article-columns	[217, 215, 630, 1561]
visto-ad-body	[1061, 1484, 1251, 1794]
